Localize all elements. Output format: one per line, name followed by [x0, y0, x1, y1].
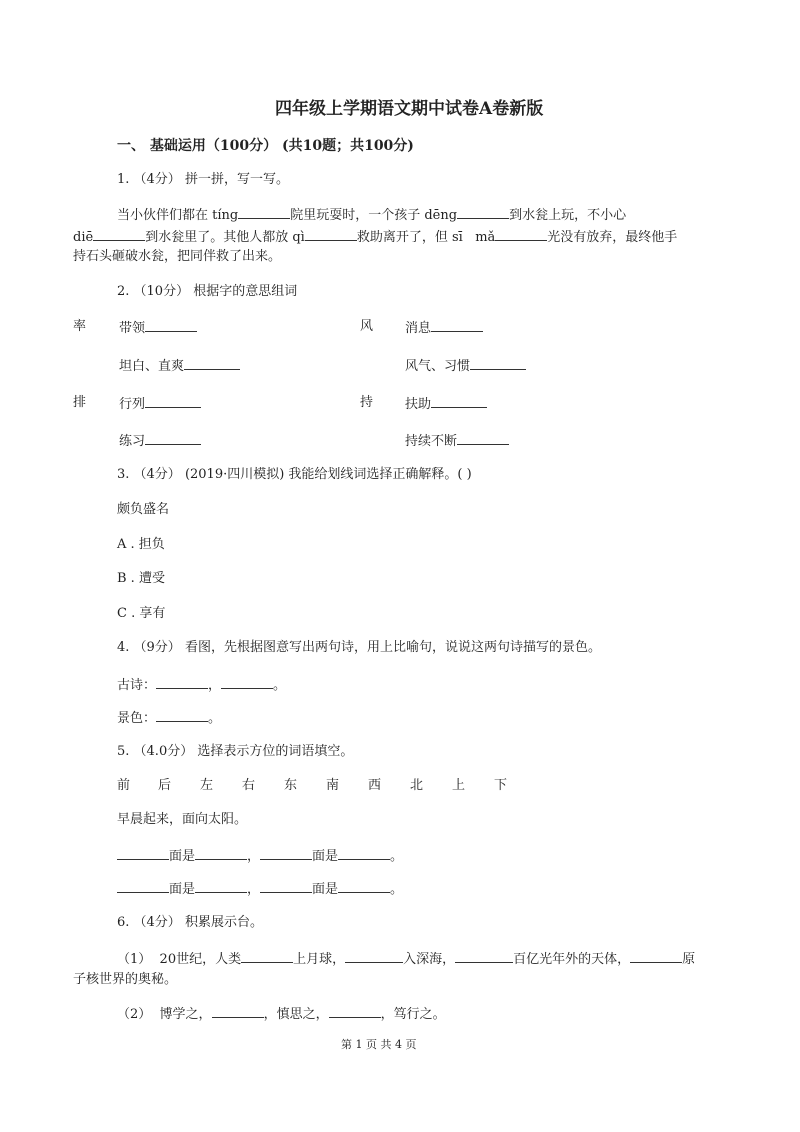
page-footer: 第 1 页 共 4 页 — [341, 1038, 417, 1051]
direction-word: 右 — [242, 778, 256, 793]
direction-word: 西 — [368, 778, 382, 793]
answer-blank[interactable] — [212, 1004, 264, 1018]
answer-blank[interactable] — [457, 431, 509, 445]
question-5-sentence: 早晨起来，面向太阳。 — [117, 812, 248, 827]
answer-blank[interactable] — [329, 1004, 381, 1018]
answer-blank[interactable] — [457, 205, 509, 219]
q2-item: 持续不断 — [405, 431, 509, 451]
answer-blank[interactable] — [455, 949, 513, 963]
q2-item: 练习 — [119, 431, 201, 451]
direction-word: 后 — [158, 778, 172, 793]
answer-blank[interactable] — [470, 356, 526, 370]
direction-word: 下 — [494, 778, 508, 793]
q2-char: 排 — [73, 395, 87, 410]
question-1-line-3: 持石头砸破水瓮，把同伴救了出来。 — [73, 249, 282, 264]
answer-blank[interactable] — [495, 227, 547, 241]
answer-blank[interactable] — [184, 356, 240, 370]
q2-item: 坦白、直爽 — [119, 356, 240, 376]
answer-blank[interactable] — [195, 846, 247, 860]
question-3-header: 3. （4分） (2019·四川模拟) 我能给划线词选择正确解释。( ) — [117, 467, 472, 482]
answer-blank[interactable] — [221, 675, 273, 689]
q6-part-1-line-2: 子核世界的奥秘。 — [73, 972, 178, 987]
answer-blank[interactable] — [260, 879, 312, 893]
q5-fill-line: 面是 ， 面是 。 — [117, 879, 403, 899]
direction-word: 东 — [284, 778, 298, 793]
answer-blank[interactable] — [117, 879, 169, 893]
option-b[interactable]: B . 遭受 — [117, 571, 165, 586]
q5-fill-line: 面是 ， 面是 。 — [117, 846, 403, 866]
q2-item: 带领 — [119, 318, 197, 338]
direction-word: 左 — [200, 778, 214, 793]
question-3-phrase: 颇负盛名 — [117, 502, 170, 517]
answer-blank[interactable] — [241, 949, 293, 963]
question-1-header: 1. （4分） 拼一拼，写一写。 — [117, 172, 289, 187]
q6-part-2: （2） 博学之， ，慎思之， ，笃行之。 — [117, 1004, 446, 1024]
direction-word: 上 — [452, 778, 466, 793]
answer-blank[interactable] — [338, 879, 390, 893]
option-a[interactable]: A . 担负 — [117, 537, 165, 552]
answer-blank[interactable] — [145, 431, 201, 445]
poem-line: 古诗： ， 。 — [117, 675, 286, 695]
answer-blank[interactable] — [195, 879, 247, 893]
answer-blank[interactable] — [156, 708, 208, 722]
q2-item: 消息 — [405, 318, 483, 338]
answer-blank[interactable] — [431, 394, 487, 408]
q6-part-1: （1） 20世纪，人类 上月球， 入深海， 百亿光年外的天体， 原 — [117, 949, 695, 969]
q2-char: 持 — [360, 395, 374, 410]
answer-blank[interactable] — [93, 227, 145, 241]
answer-blank[interactable] — [431, 318, 483, 332]
answer-blank[interactable] — [338, 846, 390, 860]
scene-line: 景色： 。 — [117, 708, 221, 728]
question-1-line-2: diē 到水瓮里了。其他人都放 qì 救助离开了，但 sī mǎ 光没有放弃，最终他手 — [73, 227, 677, 247]
q2-item: 扶助 — [405, 394, 487, 414]
answer-blank[interactable] — [145, 318, 197, 332]
direction-word: 南 — [326, 778, 340, 793]
answer-blank[interactable] — [260, 846, 312, 860]
q2-char: 风 — [360, 319, 374, 334]
answer-blank[interactable] — [156, 675, 208, 689]
answer-blank[interactable] — [145, 394, 201, 408]
answer-blank[interactable] — [345, 949, 403, 963]
answer-blank[interactable] — [117, 846, 169, 860]
q2-char: 率 — [73, 319, 87, 334]
question-2-header: 2. （10分） 根据字的意思组词 — [117, 284, 298, 299]
section-heading: 一、 基础运用（100分） (共10题；共100分) — [117, 138, 414, 154]
page-title: 四年级上学期语文期中试卷A卷新版 — [275, 99, 544, 119]
question-5-header: 5. （4.0分） 选择表示方位的词语填空。 — [117, 744, 354, 759]
answer-blank[interactable] — [305, 227, 357, 241]
question-4-header: 4. （9分） 看图，先根据图意写出两句诗，用上比喻句，说说这两句诗描写的景色。 — [117, 640, 601, 655]
direction-word: 北 — [410, 778, 424, 793]
q2-item: 行列 — [119, 394, 201, 414]
direction-word: 前 — [117, 778, 131, 793]
q2-item: 风气、习惯 — [405, 356, 526, 376]
question-1-line-1: 当小伙伴们都在 tíng 院里玩耍时，一个孩子 dēng 到水瓮上玩，不小心 — [117, 205, 626, 225]
answer-blank[interactable] — [238, 205, 290, 219]
answer-blank[interactable] — [630, 949, 682, 963]
option-c[interactable]: C . 享有 — [117, 606, 166, 621]
question-6-header: 6. （4分） 积累展示台。 — [117, 915, 263, 930]
